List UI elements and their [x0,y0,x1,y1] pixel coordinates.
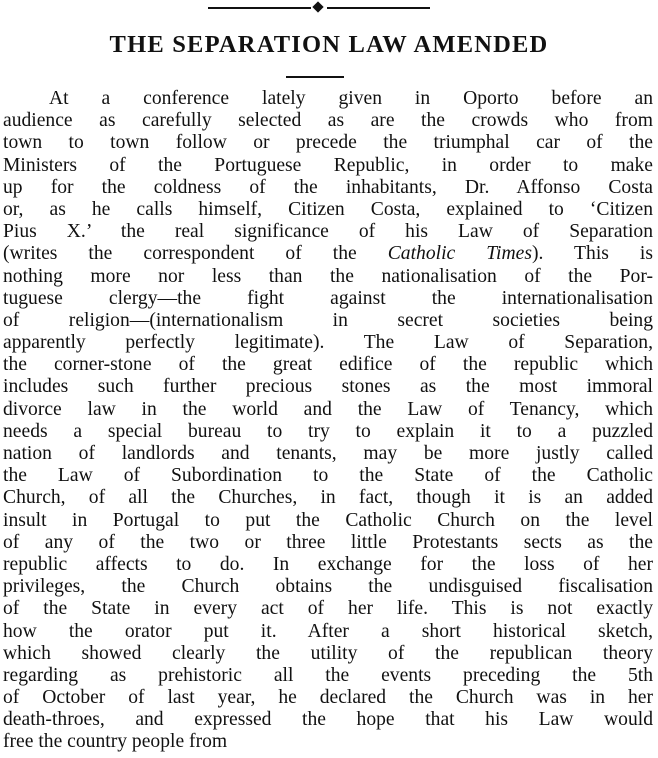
title-underline-rule [286,76,344,78]
article-line: divorce law in the world and the Law of Tenancy, which [3,398,653,420]
article-line: how the orator put it. After a short historical sketch, [3,620,653,642]
article-text: (writes the correspondent of the [3,243,388,265]
article-line: Pius X.’ the real significance of his Law of Separation [3,221,653,243]
article-line: nation of landlords and tenants, may be more justly called [3,443,653,464]
article-line: insult in Portugal to put the Catholic Church on the level [3,509,653,531]
article-line: of October of last year, he declared the Church was in her [3,687,653,709]
article-line: nothing more nor less than the nationalisation of the Por- [3,265,653,287]
ornamental-divider [208,3,430,13]
article-text: ). This is [531,243,653,265]
article-line: republic affects to do. In exchange for the loss of her [3,553,653,575]
article-line: regarding as prehistoric all the events preceding the 5th [3,664,653,686]
article-line: includes such further precious stones as the most immoral [3,376,653,398]
article-line: of the State in every act of her life. This is not exactly [3,598,653,620]
article-line: At a conference lately given in Oporto before an [49,88,653,109]
article-line: Church, of all the Churches, in fact, though it is an added [3,487,653,509]
article-line: town to town follow or precede the triumphal car of the [3,132,653,154]
article-line: free the country people from [3,731,228,753]
article-line: privileges, the Church obtains the undisguised fiscalisation [3,576,653,598]
article-line: apparently perfectly legitimate). The Law of Separation, [3,332,653,354]
article-line: up for the coldness of the inhabitants, Dr. Affonso Costa [3,176,653,198]
article-line: tuguese clergy—the fight against the internationalisation [3,287,653,309]
article-line: the corner-stone of the great edifice of the republic which [3,354,653,376]
publication-title-italic: Catholic Times [387,243,532,265]
divider-rule-right [327,7,430,9]
article-body [3,88,653,754]
article-line: death-throes, and expressed the hope that his Law would [3,709,653,731]
divider-rule-left [208,7,311,9]
article-line: which showed clearly the utility of the republican theory [3,642,653,664]
article-line: audience as carefully selected as are the crowds who from [3,110,653,132]
article-line: or, as he calls himself, Citizen Costa, explained to ‘Citizen [3,198,653,220]
article-line-with-italic [3,243,653,265]
diamond-ornament-icon [312,1,323,12]
article-line: of religion—(internationalism in secret societies being [3,309,653,331]
article-line: Ministers of the Portuguese Republic, in order to make [3,154,653,176]
article-line: the Law of Subordination to the State of the Catholic [3,465,653,487]
article-line: of any of the two or three little Protestants sects as the [3,531,653,553]
article-headline: THE SEPARATION LAW AMENDED [109,31,549,58]
article-line: needs a special bureau to try to explain it to a puzzled [3,420,653,442]
